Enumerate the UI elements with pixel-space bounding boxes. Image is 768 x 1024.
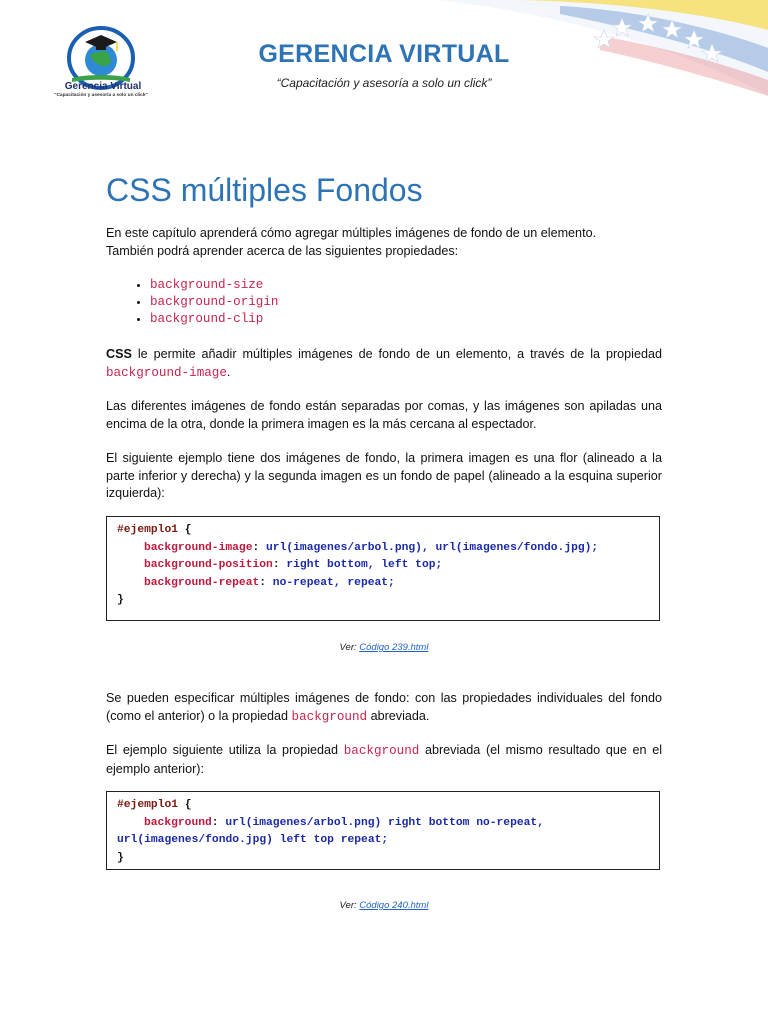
shorthand-paragraph [106, 742, 662, 778]
code-property: background-position [144, 559, 273, 571]
property-background-image: background-image [106, 365, 227, 380]
intro-line-2: También podrá aprender acerca de las siguientes propiedades: [106, 243, 459, 258]
code-selector: #ejemplo1 [117, 799, 179, 811]
code-value: url(imagenes/arbol.png) right bottom no-repeat, [218, 816, 544, 829]
page-title: CSS múltiples Fondos [106, 172, 423, 208]
css-paragraph-end: . [226, 364, 231, 379]
shorthand-text: El ejemplo siguiente utiliza la propiedad [106, 743, 344, 757]
css-paragraph-text: le permite añadir múltiples imágenes de fondo de un elemento, a través de la propiedad [131, 347, 662, 361]
list-item [150, 311, 278, 328]
css-strong: CSS [106, 347, 132, 361]
example-240-link[interactable]: Código 240.html [359, 900, 429, 911]
property-list [130, 277, 278, 328]
code-value: right bottom, left top; [279, 559, 443, 571]
code-block-2: #ejemplo1 { background: url(imagenes/arbol.png) right bottom no-repeat, url(imagenes/fondo.jpg) left top repeat; } [106, 791, 660, 870]
brand-title: GERENCIA VIRTUAL [258, 40, 510, 68]
shorthand-end: abreviada (el mismo resultado que en el ejemplo anterior): [106, 743, 662, 776]
code-open-brace: { [178, 799, 192, 811]
see-example-2 [0, 900, 768, 911]
property-background-clip: background-clip [150, 312, 264, 326]
specify-paragraph [106, 690, 662, 726]
property-background: background [343, 744, 420, 758]
example-paragraph: El siguiente ejemplo tiene dos imágenes de fondo, la primera imagen es una flor (alineado a la parte inferior y derecha) y la segunda imagen es un fondo de papel (alineado a la esquina superior izquierda): [106, 451, 662, 500]
property-background-origin: background-origin [150, 295, 279, 309]
code-value: url(imagenes/fondo.jpg) left top repeat; [117, 834, 389, 846]
code-selector: #ejemplo1 [117, 524, 179, 536]
code-property: background-image [144, 541, 253, 554]
property-background-size: background-size [150, 278, 264, 292]
separated-paragraph: Las diferentes imágenes de fondo están separadas por comas, y las imágenes son apiladas una encima de la otra, donde la primera imagen es la más cercana al espectador. [106, 399, 662, 431]
code-value: url(imagenes/arbol.png), url(imagenes/fondo.jpg); [259, 541, 599, 554]
code-value: no-repeat, repeat; [266, 576, 395, 589]
code-close-brace: } [117, 594, 124, 606]
example-239-link[interactable]: Código 239.html [359, 642, 429, 653]
see-label: Ver: [339, 900, 357, 911]
code-open-brace: { [178, 524, 192, 536]
intro-paragraph [106, 225, 662, 260]
code-close-brace: } [117, 851, 124, 864]
code-block-1: #ejemplo1 { background-image: url(imagenes/arbol.png), url(imagenes/fondo.jpg); background-position: right bottom, left top; background-repeat: no-repeat, repeat; } [106, 516, 660, 621]
code-property: background-repeat [144, 576, 260, 589]
see-example-1 [0, 642, 768, 653]
intro-line-1: En este capítulo aprenderá cómo agregar múltiples imágenes de fondo de un elemento. [106, 226, 597, 240]
specify-text: Se pueden especificar múltiples imágenes de fondo: con las propiedades individuales del fondo (como el anterior) o la propiedad [106, 691, 662, 723]
logo-name: Gerencia Virtual [64, 81, 142, 92]
brand-subtitle: “Capacitación y asesoría a solo un click” [276, 76, 492, 90]
list-item [150, 294, 278, 311]
logo-tagline: "Capacitación y asesoría a solo un click" [54, 93, 148, 98]
list-item [150, 277, 278, 294]
specify-end: abreviada. [367, 708, 430, 723]
code-property: background [144, 816, 212, 829]
see-label: Ver: [339, 642, 357, 653]
property-background: background [291, 709, 368, 724]
css-paragraph [106, 346, 662, 382]
